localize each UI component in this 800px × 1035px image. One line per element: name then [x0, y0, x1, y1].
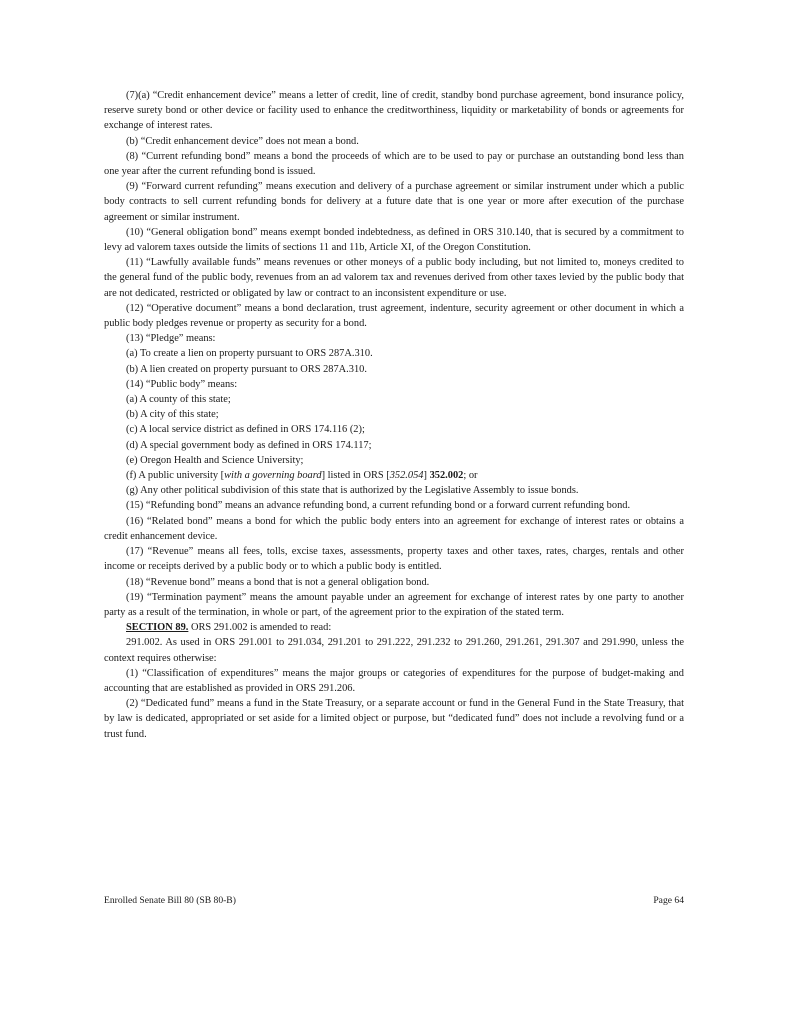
- paragraph-14c: (c) A local service district as defined in ORS 174.116 (2);: [126, 424, 365, 436]
- paragraph-15: (15) “Refunding bond” means an advance refunding bond, a current refunding bond or a forward current refunding bond.: [126, 500, 631, 512]
- para-f-deleted-phrase: with a governing board: [224, 470, 322, 482]
- para-f-new-ref: 352.002: [429, 470, 464, 482]
- para-f-deleted-ref: 352.054: [389, 470, 424, 482]
- footer-page-number: Page 64: [653, 895, 684, 906]
- document-body: [104, 88, 684, 742]
- paragraph-18: (18) “Revenue bond” means a bond that is not a general obligation bond.: [126, 576, 430, 588]
- section-heading: [104, 620, 684, 635]
- paragraph-7b: (b) “Credit enhancement device” does not mean a bond.: [126, 135, 359, 147]
- paragraph-9: (9) “Forward current refunding” means execution and delivery of a purchase agreement or similar instrument under which a public body contracts to sell current refunding bonds for delivery at a future date that is one year or more after execution of the purchase agreement or similar instrument.: [104, 181, 684, 223]
- paragraph-14b: (b) A city of this state;: [126, 409, 219, 421]
- page-footer: [104, 895, 684, 906]
- paragraph-13: (13) “Pledge” means:: [126, 333, 216, 345]
- paragraph-291-002: 291.002. As used in ORS 291.001 to 291.034, 291.201 to 291.222, 291.232 to 291.260, 291.261, 291.307 and 291.990, unless the context requires otherwise:: [104, 637, 684, 664]
- paragraph-291-1: (1) “Classification of expenditures” means the major groups or categories of expenditures for the purpose of budget-making and accounting that are established as provided in ORS 291.206.: [104, 667, 684, 694]
- paragraph-17: (17) “Revenue” means all fees, tolls, excise taxes, assessments, property taxes and other taxes, rates, charges, rentals and other income or receipts derived by a public body or to which a public body is entitled.: [104, 546, 684, 573]
- paragraph-14a: (a) A county of this state;: [126, 394, 231, 406]
- para-f-text-a: (f) A public university [: [126, 470, 225, 482]
- paragraph-19: (19) “Termination payment” means the amount payable under an agreement for exchange of interest rates by one party to another party as a result of the termination, in whole or part, of the agreement prior to the expiration of the stated term.: [104, 591, 684, 618]
- para-f-text-e: ]: [423, 470, 430, 482]
- paragraph-11: (11) “Lawfully available funds” means revenues or other moneys of a public body including, but not limited to, moneys credited to the general fund of the public body, revenues from an ad valorem tax and revenues derived from other taxes levied by the public body that are not dedicated, restricted or obligated by law or contract to an inconsistent expenditure or use.: [104, 257, 684, 299]
- section-text: ORS 291.002 is amended to read:: [188, 622, 332, 634]
- paragraph-13b: (b) A lien created on property pursuant to ORS 287A.310.: [126, 363, 367, 375]
- paragraph-7a: (7)(a) “Credit enhancement device” means a letter of credit, line of credit, standby bond purchase agreement, bond insurance policy, reserve surety bond or other device or facility used to enhance the creditworthiness, liquidity or marketability of bonds or agreements for exchange of interest rates.: [104, 90, 684, 132]
- paragraph-14g: (g) Any other political subdivision of this state that is authorized by the Legislative Assembly to issue bonds.: [126, 485, 579, 497]
- paragraph-8: (8) “Current refunding bond” means a bond the proceeds of which are to be used to pay or purchase an outstanding bond less than one year after the current refunding bond is issued.: [104, 150, 684, 178]
- paragraph-12: (12) “Operative document” means a bond declaration, trust agreement, indenture, security agreement or other document in which a public body pledges revenue or property as security for a bond.: [104, 302, 684, 330]
- paragraph-291-2: (2) “Dedicated fund” means a fund in the State Treasury, or a separate account or fund in the General Fund in the State Treasury, that by law is dedicated, appropriated or set aside for a limited object or purpose, but “dedicated fund” does not include a revolving fund or a trust fund.: [104, 698, 684, 740]
- paragraph-14: (14) “Public body” means:: [126, 378, 238, 390]
- paragraph-14e: (e) Oregon Health and Science University;: [126, 454, 304, 466]
- paragraph-10: (10) “General obligation bond” means exempt bonded indebtedness, as defined in ORS 310.140, that is secured by a commitment to levy ad valorem taxes outside the limits of sections 11 and 11b, Article XI, of the Oregon Constitution.: [104, 226, 684, 254]
- paragraph-16: (16) “Related bond” means a bond for which the public body enters into an agreement for exchange of interest rates or obtains a credit enhancement device.: [104, 515, 684, 542]
- footer-bill-name: Enrolled Senate Bill 80 (SB 80-B): [104, 895, 236, 906]
- paragraph-13a: (a) To create a lien on property pursuant to ORS 287A.310.: [126, 348, 373, 360]
- section-label: SECTION 89.: [126, 622, 189, 634]
- para-f-text-c: ] listed in ORS [: [321, 470, 390, 482]
- paragraph-14f: [104, 468, 684, 483]
- paragraph-14d: (d) A special government body as defined in ORS 174.117;: [126, 439, 372, 451]
- para-f-text-g: ; or: [463, 470, 478, 482]
